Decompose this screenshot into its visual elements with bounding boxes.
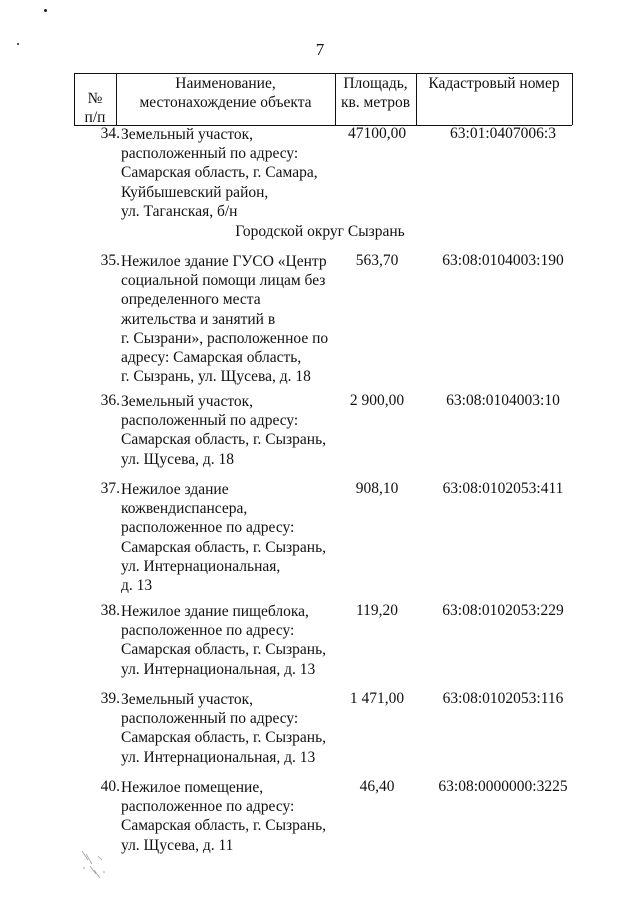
- header-cadastral-label: Кадастровый номер: [428, 75, 560, 92]
- object-area: 908,10: [355, 480, 399, 497]
- object-area: 47100,00: [347, 125, 407, 142]
- faint-stamp-mark: [78, 848, 112, 882]
- object-description: Нежилое здание ГУСО «Центр социальной помощи лицам без определенного места жительства и занятий в г. Сызрани», расположенное по адресу: Самарская область, г. Сызрань, ул. Щусева, д. 18: [121, 253, 329, 386]
- header-num-sublabel: п/п: [84, 109, 106, 126]
- header-area-label: Площадь,: [343, 75, 408, 92]
- scan-speck: [44, 9, 47, 12]
- header-name-sublabel: местонахождение объекта: [139, 94, 312, 111]
- header-name: [116, 74, 335, 112]
- row-number: 34.: [100, 125, 120, 142]
- section-title: Городской округ Сызрань: [235, 223, 405, 240]
- object-description: Земельный участок, расположенный по адресу: Самарская область, г. Сызрань, ул. Щусева, д. 18: [121, 393, 327, 468]
- cadastral-number: 63:08:0102053:116: [442, 690, 564, 707]
- row-number: 35.: [100, 252, 120, 269]
- object-description: Земельный участок, расположенный по адресу: Самарская область, г. Самара, Куйбышевский район, ул. Таганская, б/н: [121, 126, 318, 220]
- cadastral-number: 63:08:0102053:229: [442, 602, 564, 619]
- object-area: 563,70: [355, 252, 399, 269]
- object-area: 119,20: [355, 602, 399, 619]
- cadastral-number: 63:08:0102053:411: [442, 480, 564, 497]
- header-cadastral: [416, 74, 572, 93]
- cadastral-number: 63:08:0104003:190: [442, 252, 564, 269]
- object-description: Нежилое здание кожвендиспансера, расположенное по адресу: Самарская область, г. Сызрань, ул. Интернациональная, д. 13: [121, 481, 327, 595]
- header-area: [335, 74, 416, 112]
- object-description: Нежилое помещение, расположенное по адресу: Самарская область, г. Сызрань, ул. Щусева, д. 11: [121, 779, 327, 854]
- row-number: 40.: [100, 778, 120, 795]
- object-description: Нежилое здание пищеблока, расположенное по адресу: Самарская область, г. Сызрань, ул. Интернациональная, д. 13: [121, 603, 327, 678]
- row-number: 37.: [100, 480, 120, 497]
- header-num-label: №: [87, 90, 103, 107]
- cadastral-number: 63:08:0000000:3225: [438, 778, 568, 795]
- header-name-label: Наименование,: [175, 75, 276, 92]
- row-number: 36.: [100, 392, 120, 409]
- row-number: 38.: [100, 602, 120, 619]
- header-num: [74, 89, 116, 127]
- page-number: 7: [315, 40, 325, 59]
- object-area: 46,40: [359, 778, 395, 795]
- cadastral-number: 63:01:0407006:3: [450, 125, 556, 142]
- object-description: Земельный участок, расположенный по адресу: Самарская область, г. Сызрань, ул. Интернациональная, д. 13: [121, 691, 327, 766]
- row-number: 39.: [100, 690, 120, 707]
- object-area: 1 471,00: [349, 690, 405, 707]
- header-area-sublabel: кв. метров: [340, 94, 411, 111]
- cadastral-number: 63:08:0104003:10: [446, 392, 560, 409]
- column-divider: [572, 73, 573, 125]
- object-area: 2 900,00: [349, 392, 405, 409]
